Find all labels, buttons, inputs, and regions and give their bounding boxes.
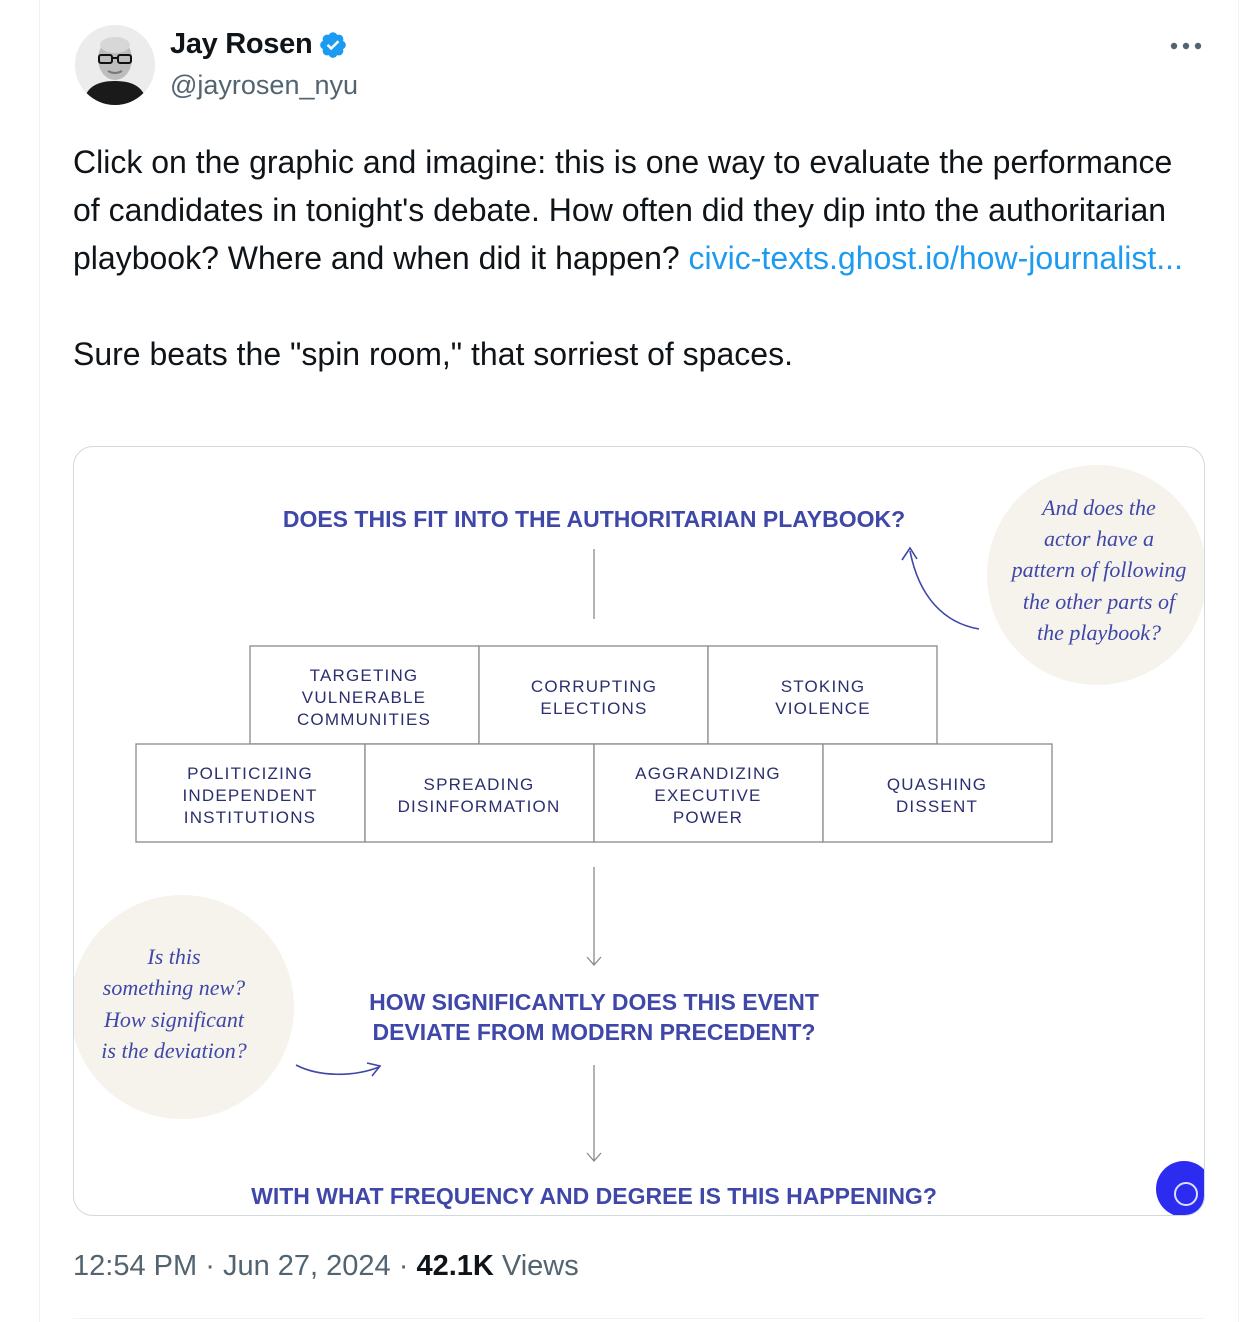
box-spreading-line-2: DISINFORMATION xyxy=(397,797,561,816)
box-stoking-line-1: STOKING xyxy=(780,677,866,696)
timeline-border-left xyxy=(39,0,40,1322)
heading-bottom: WITH WHAT FREQUENCY AND DEGREE IS THIS HAPPENING? xyxy=(251,1183,937,1209)
note-right-line-2: actor have a xyxy=(1044,526,1154,551)
accessibility-fab[interactable] xyxy=(1156,1161,1204,1215)
tweet-spacer xyxy=(73,282,1183,330)
heading-middle-line-2: DEVIATE FROM MODERN PRECEDENT? xyxy=(372,1019,816,1045)
avatar[interactable] xyxy=(75,25,155,105)
box-corrupting-line-2: ELECTIONS xyxy=(540,699,648,718)
divider xyxy=(73,1318,1203,1319)
box-targeting-line-3: COMMUNITIES xyxy=(296,710,432,729)
tweet-paragraph-2: Sure beats the "spin room," that sorriest of spaces. xyxy=(73,336,793,372)
box-targeting-line-2: VULNERABLE xyxy=(301,688,427,707)
playbook-row-bottom xyxy=(136,744,1052,842)
meta-separator-2: · xyxy=(398,1250,409,1282)
box-aggrandizing-line-1: AGGRANDIZING xyxy=(635,764,781,783)
verified-badge-icon xyxy=(318,30,348,60)
box-politicizing-line-1: POLITICIZING xyxy=(187,764,313,783)
playbook-row-top xyxy=(250,646,937,744)
curved-arrow-right-icon xyxy=(296,1065,379,1074)
note-right-line-3: pattern of following xyxy=(1011,557,1187,582)
box-quashing-line-1: QUASHING xyxy=(886,775,988,794)
views-count: 42.1K xyxy=(416,1250,494,1282)
fab-circle[interactable] xyxy=(1156,1161,1204,1215)
author-name[interactable]: Jay Rosen xyxy=(170,28,313,60)
meta-separator-1: · xyxy=(205,1250,215,1282)
tweet-text xyxy=(73,138,1183,378)
arrowhead-up-icon xyxy=(902,548,917,560)
box-aggrandizing-line-3: POWER xyxy=(672,808,744,827)
note-left-line-4: is the deviation? xyxy=(101,1038,247,1063)
note-left-line-3: How significant xyxy=(104,1007,244,1032)
tweet-meta xyxy=(73,1250,579,1283)
box-stoking-line-2: VIOLENCE xyxy=(775,699,871,718)
box-targeting-line-1: TARGETING xyxy=(309,666,419,685)
box-aggrandizing-line-2: EXECUTIVE xyxy=(654,786,762,805)
heading-top: DOES THIS FIT INTO THE AUTHORITARIAN PLAYBOOK? xyxy=(282,506,906,532)
tweet-time[interactable]: 12:54 PM xyxy=(73,1250,198,1282)
playbook-graphic xyxy=(74,447,1204,1215)
box-quashing-line-2: DISSENT xyxy=(895,797,979,816)
more-options-button[interactable] xyxy=(1166,28,1206,64)
ellipsis-icon xyxy=(1170,42,1202,50)
author-name-row[interactable] xyxy=(170,28,348,61)
views-label: Views xyxy=(501,1250,579,1282)
tweet-body-text: Click on the graphic and imagine: this is one way to evaluate the performance of candidates in tonight's debate. How often did they dip into the authoritarian playbook? Where and when did it happen? xyxy=(73,144,1173,276)
timeline-border-right xyxy=(1238,0,1239,1322)
note-right-line-5: the playbook? xyxy=(1036,620,1162,645)
tweet-link[interactable]: civic-texts.ghost.io/how-journalist... xyxy=(688,240,1183,276)
box-spreading-line-1: SPREADING xyxy=(423,775,535,794)
box-politicizing-line-3: INSTITUTIONS xyxy=(183,808,317,827)
tweet-paragraph-1 xyxy=(73,138,1183,282)
tweet-date[interactable]: Jun 27, 2024 xyxy=(222,1250,391,1282)
box-politicizing-line-2: INDEPENDENT xyxy=(182,786,318,805)
curved-arrow-up-icon xyxy=(910,551,979,629)
avatar-portrait-icon xyxy=(75,25,155,105)
note-right-line-4: the other parts of xyxy=(1022,589,1176,614)
media-card[interactable] xyxy=(73,446,1205,1216)
note-left-line-2: something new? xyxy=(102,975,246,1000)
heading-middle-line-1: HOW SIGNIFICANTLY DOES THIS EVENT xyxy=(369,989,819,1015)
author-handle[interactable]: @jayrosen_nyu xyxy=(170,70,359,100)
note-right-line-1: And does the xyxy=(1042,495,1156,520)
box-corrupting-line-1: CORRUPTING xyxy=(530,677,658,696)
note-left-line-1: Is this xyxy=(147,944,201,969)
